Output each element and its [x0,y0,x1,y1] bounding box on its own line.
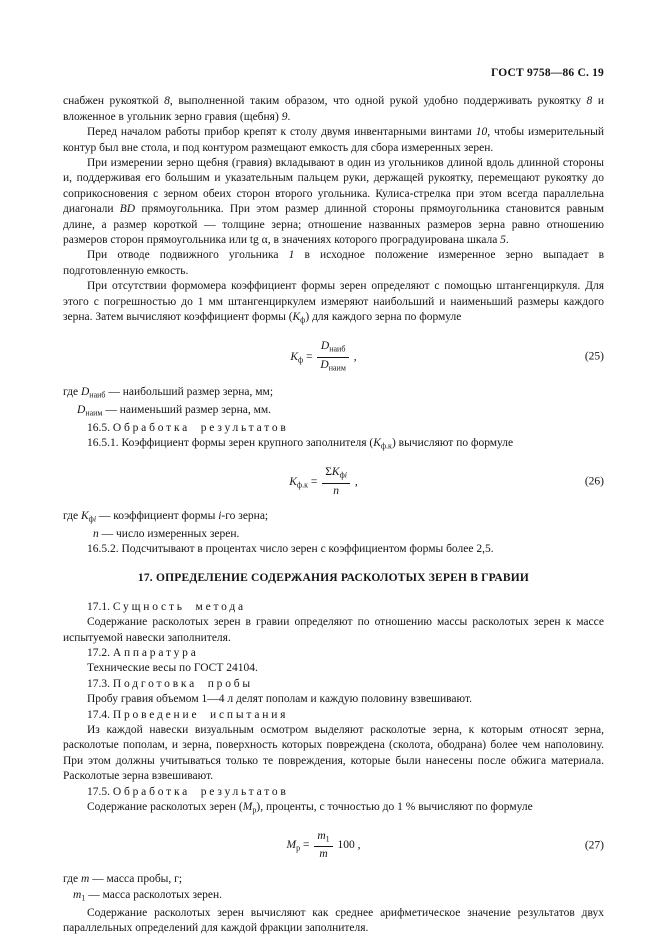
equation-26-tail: , [351,475,358,488]
fraction-numerator: $m_1$ [314,830,332,848]
section-heading-16-5: 16.5. Обработка результатов [87,421,289,434]
paragraph-caliper: При отсутствии формомера коэффициент формы зерен определяют с помощью штангенциркуля. Для этого с погрешностью до 1 мм штангенциркулем измеряют наибольший и наименьший размеры каждого зерна. Затем вычисляют коэффициент формы $(К_ф)$ для каждого зерна по формуле [63,280,604,325]
fraction [314,830,332,862]
equation-number-26: (26) [584,475,604,488]
where-d-min: $D_{наим}$ — наименьший размер зерна, мм. [77,403,272,418]
fraction-denominator: n [333,484,339,497]
paragraph-measuring: При измерении зерно щебня (гравия) вкладывают в один из угольников длиной вдоль длинной стороны и, поддерживая его большим и указательным пальцем руки, держащей рукоятку, перемещают рукоятку до соприкосновения с зерном обеих сторон второго угольника. Кулиса-стрелка при этом всегда параллельна диагонали BD прямоугольника. При этом размер длинной стороны прямоугольника становится равным длине, а размер короткой — толщине зерна; отношение названных размеров зерна равно отношению размеров сторон прямоугольника или tg α, в значениях которого проградуирована шкала 5. [63,157,604,247]
section-heading-17-3: 17.3. Подготовка пробы [87,677,253,690]
fraction-denominator: $D_{наим}$ [320,358,346,372]
page-header: ГОСТ 9758—86 С. 19 [491,67,604,79]
equation-26-lhs: $К_{ф.к}$ = [289,475,321,490]
equation-27-lhs: $М_р$ = [286,839,313,853]
paragraph-retract: При отводе подвижного угольника 1 в исходное положение измеренное зерно выпадает в подготовленную емкость. [63,249,605,277]
formula-25 [63,340,604,374]
where-k-phi-i: где $К_{фi}$ — коэффициент формы i-го зерна; [63,509,269,524]
equation-25-tail: , [350,350,357,363]
chapter-17-heading: 17. ОПРЕДЕЛЕНИЕ СОДЕРЖАНИЯ РАСКОЛОТЫХ ЗЕРЕН В ГРАВИИ [137,572,530,585]
fraction [317,340,349,374]
where-m1: $m_1$ — масса расколотых зерен. [73,888,222,903]
fraction-numerator: $\Sigma К_{фi}$ [322,466,350,484]
where-m: где m — масса пробы, г; [63,873,183,886]
section-heading-17-5: 17.5. Обработка результатов [87,785,289,798]
paragraph-16-5-2: 16.5.2. Подсчитывают в процентах число зерен с коэффициентом формы более 2,5. [87,542,494,555]
equation-25 [290,340,357,372]
equation-27 [286,829,361,861]
section-heading-17-4: 17.4. Проведение испытания [87,708,289,721]
where-d-max: где $D_{наиб}$ — наибольший размер зерна, мм; [63,386,274,400]
paragraph-16-5-1: 16.5.1. Коэффициент формы зерен крупного заполнителя $(К_{ф.к})$ вычисляют по формуле [87,437,514,451]
paragraph-17-4: Из каждой навески визуальным осмотром выделяют расколотые зерна, к которым относят зерна, расколотые пополам, и зерна, поверхность которых повреждена (сколота, ободрана) более чем наполовину. При этом должны учитываться только те повреждения, которые были нанесены после обжига материала. Расколотые зерна взвешивают. [63,724,604,783]
fraction-numerator: $D_{наиб}$ [317,340,349,358]
fraction [322,466,350,498]
section-heading-17-2: 17.2. Аппаратура [87,646,199,659]
where-n: n — число измеренных зерен. [93,527,240,540]
equation-number-25: (25) [584,350,604,363]
paragraph-handle: снабжен рукояткой 8, выполненной таким образом, что одной рукой удобно поддерживать рукоятку 8 и вложенное в угольник зерно гравия (щебня) 9. [63,95,604,123]
equation-26 [289,466,358,497]
paragraph-17-2: Технические весы по ГОСТ 24104. [87,662,258,675]
paragraph-setup: Перед началом работы прибор крепят к столу двумя инвентарными винтами 10, чтобы измерительный контур был вне стола, и под контуром размещают емкость для сбора измеренных зерен. [63,126,604,154]
equation-number-27: (27) [584,838,604,851]
equation-25-lhs: $К_ф$ = [290,350,316,365]
paragraph-final: Содержание расколотых зерен вычисляют как среднее арифметическое значение результатов двух параллельных определений для каждой фракции заполнителя. [63,906,604,935]
paragraph-17-5: Содержание расколотых зерен $(М_р)$, проценты, с точностью до 1 % вычисляют по формуле [87,801,533,815]
fraction-denominator: m [319,848,328,861]
formula-26 [63,466,604,498]
formula-27 [63,830,604,862]
paragraph-17-1: Содержание расколотых зерен в гравии определяют по отношению массы расколотых зерен к массе испытуемой навески заполнителя. [63,616,604,644]
section-heading-17-1: 17.1. Сущность метода [87,600,246,613]
paragraph-17-3: Пробу гравия объемом 1—4 л делят пополам и каждую половину взвешивают. [87,693,472,706]
equation-27-tail: 100 , [334,839,361,852]
